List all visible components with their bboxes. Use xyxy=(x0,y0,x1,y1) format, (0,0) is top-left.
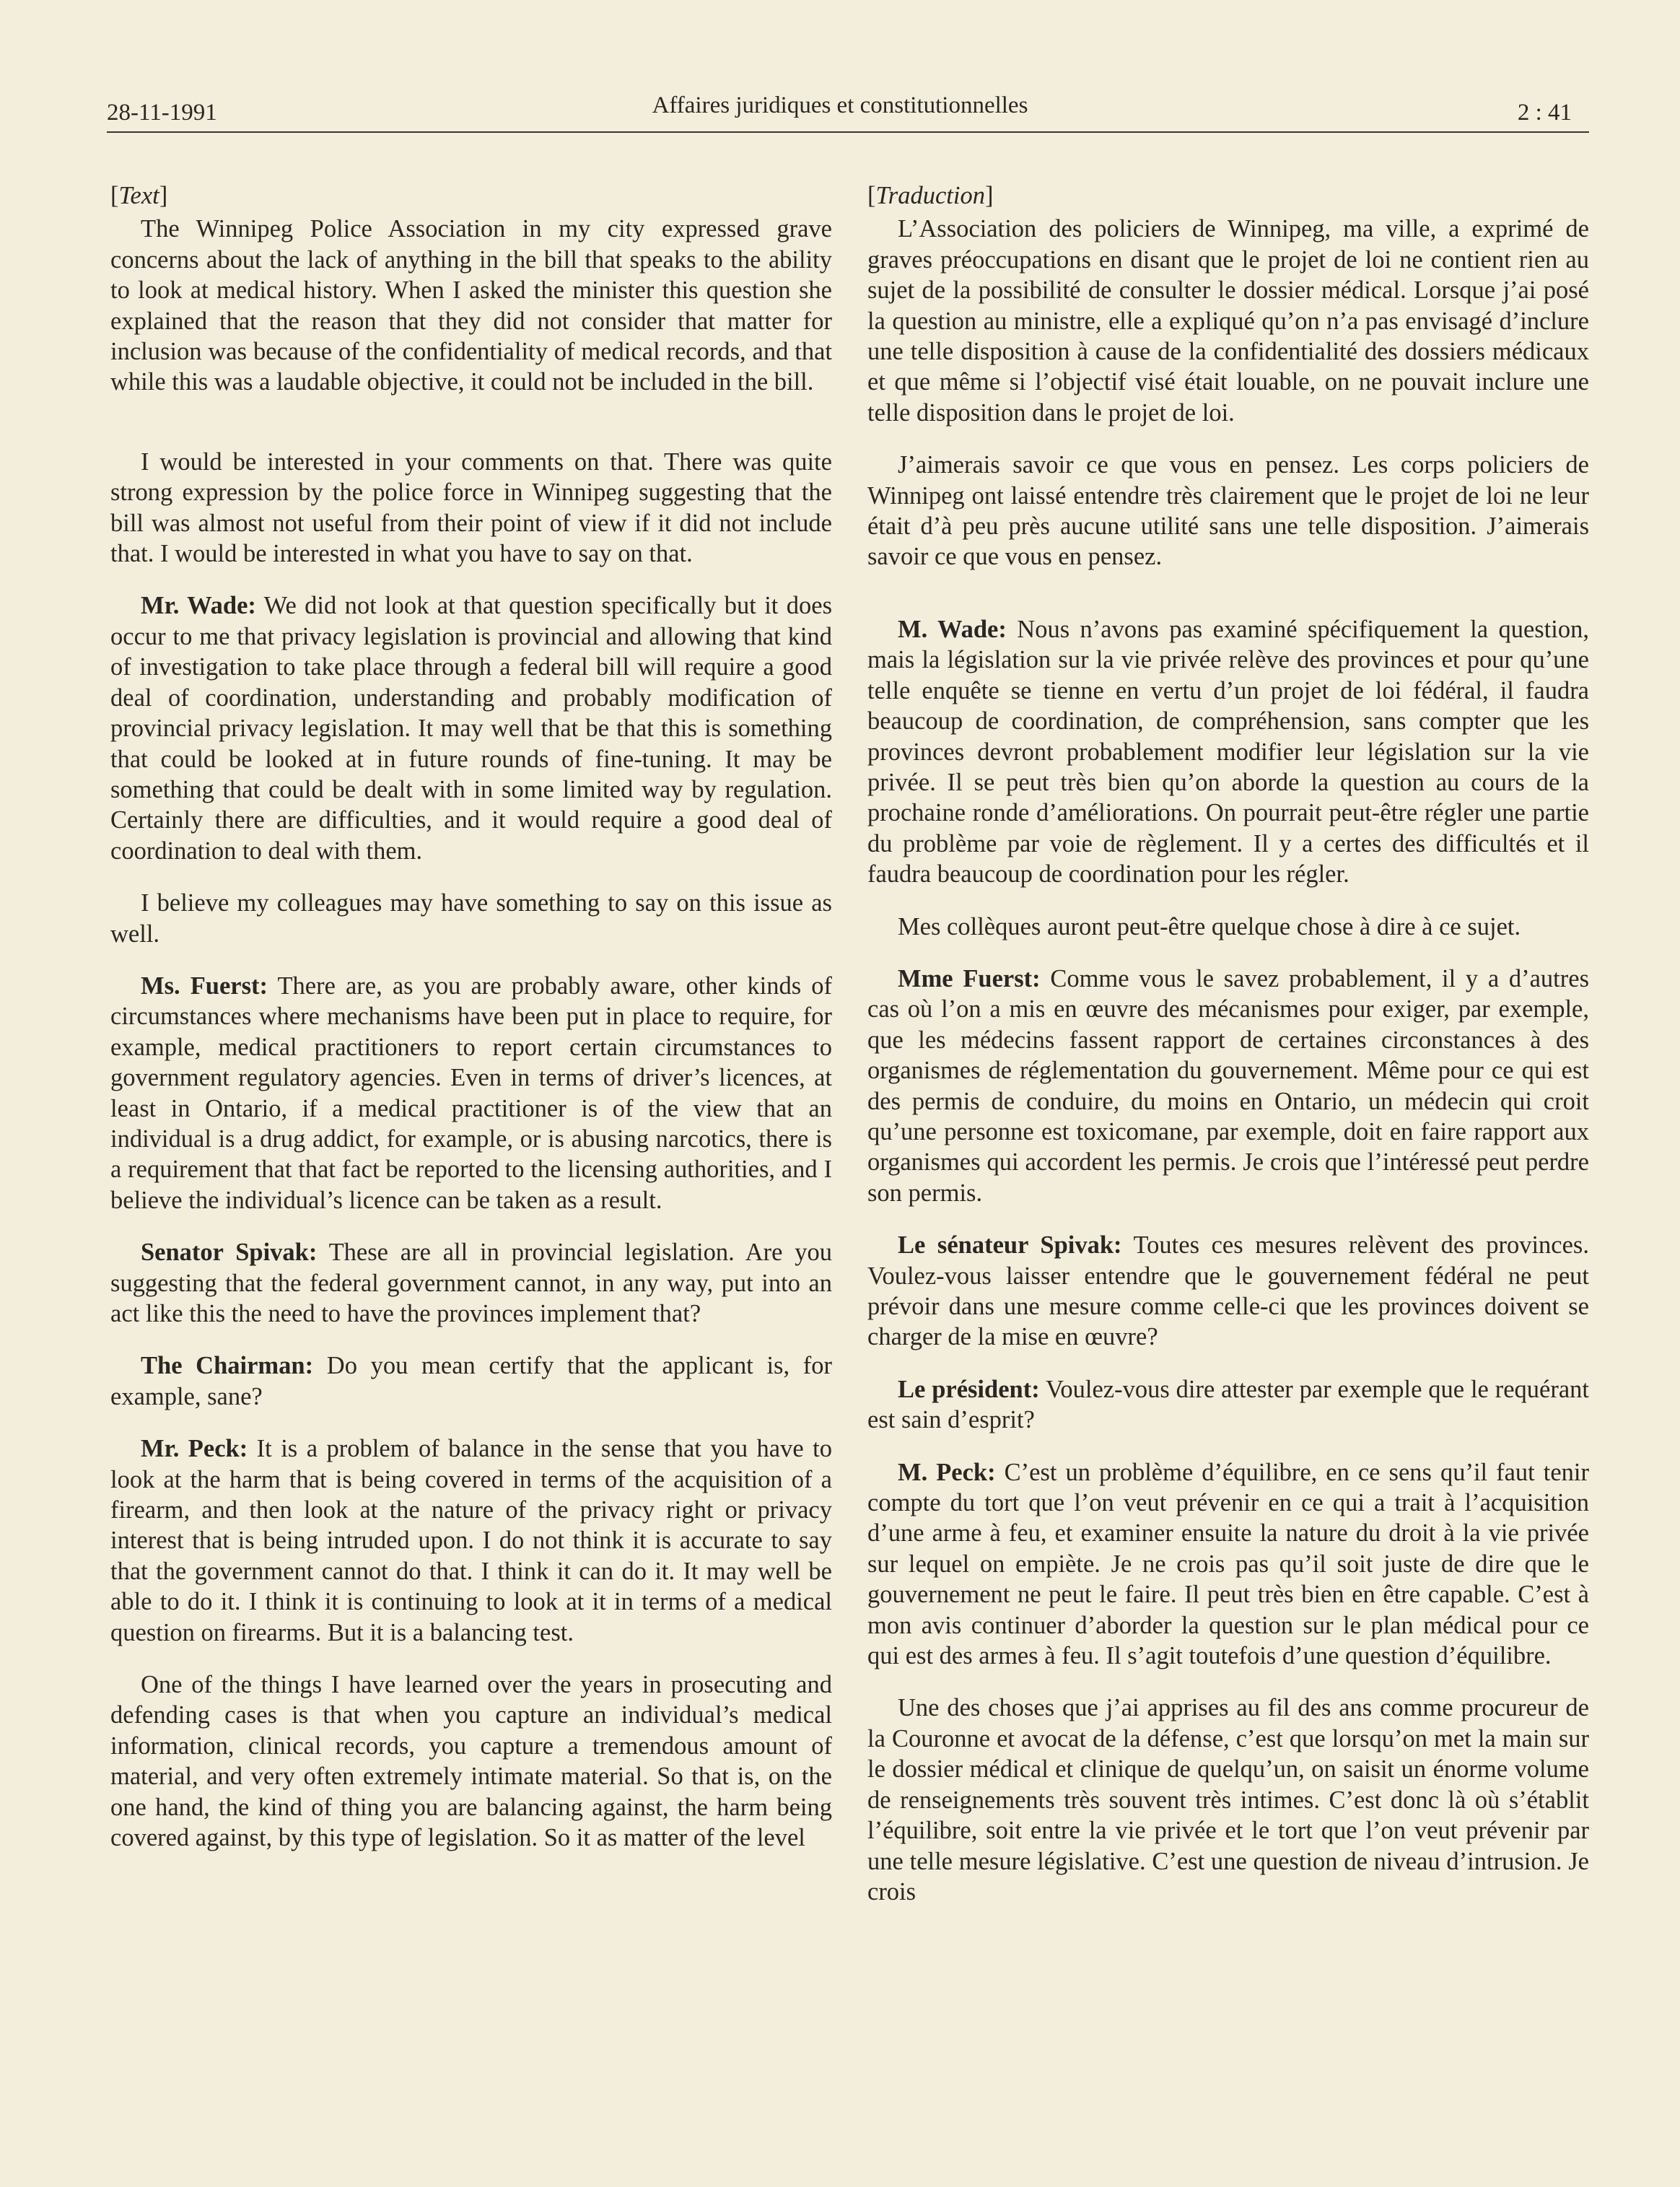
paragraph: I would be interested in your comments on that. There was quite strong expression by the police force in Winnipeg suggesting that the bill was almost not useful from their point of view if it did not include that. I would be interested in what you have to say on that. xyxy=(110,448,832,568)
paragraph: The Winnipeg Police Association in my city expressed grave concerns about the lack of anything in the bill that speaks to the ability to look at medical history. When I asked the minister this question she explained that the reason that they did not consider that matter for inclusion was because of the confidentiality of medical records, and that while this was a laudable objective, it could not be included in the bill. xyxy=(110,215,832,396)
left-column-tag: [Text] xyxy=(110,182,168,209)
paragraph: Le sénateur Spivak: Toutes ces mesures relèvent des provinces. Voulez-vous laisser entendre que le gouvernement fédéral ne peut prévoir dans une mesure comme celle-ci que les provinces doivent se charger de la mise en œuvre? xyxy=(867,1231,1589,1351)
header-title: Affaires juridiques et constitutionnelles xyxy=(652,92,1028,118)
paragraph: Le président: Voulez-vous dire attester par exemple que le requérant est sain d’esprit? xyxy=(867,1375,1589,1434)
paragraph: Senator Spivak: These are all in provincial legislation. Are you suggesting that the federal government cannot, in any way, put into an act like this the need to have the provinces implement that? xyxy=(110,1239,832,1327)
paragraph: J’aimerais savoir ce que vous en pensez. Les corps policiers de Winnipeg ont laissé entendre très clairement que le projet de loi ne leur était d’à peu près aucune utilité sans une telle disposition. J’aimerais savoir ce que vous en pensez. xyxy=(867,451,1589,571)
paragraph: Une des choses que j’ai apprises au fil des ans comme procureur de la Couronne et avocat de la défense, c’est que lorsqu’on met la main sur le dossier médical et clinique de quelqu’un, on saisit un énorme volume de renseignements très souvent très intimes. C’est donc là où s’établit l’équilibre, soit entre la vie privée et le tort que l’on veut prévenir par une telle mesure législative. C’est une question de niveau d’intrusion. Je crois xyxy=(867,1694,1589,1906)
paragraph: Mr. Wade: We did not look at that question specifically but it does occur to me that privacy legislation is provincial and allowing that kind of investigation to take place through a federal bill will require a good deal of coordination, understanding and probably modification of provincial privacy legislation. It may well that be that this is something that could be looked at in future rounds of fine-tuning. It may be something that could be dealt with in some limited way by regulation. Certainly there are difficulties, and it would require a good deal of coordination to deal with them. xyxy=(110,592,832,865)
right-column xyxy=(867,180,1589,1907)
paragraph: I believe my colleagues may have something to say on this issue as well. xyxy=(110,889,832,948)
left-column xyxy=(110,180,832,1854)
paragraph: L’Association des policiers de Winnipeg, ma ville, a exprimé de graves préoccupations en disant que le projet de loi ne contient rien au sujet de la possibilité de consulter le dossier médical. Lorsque j’ai posé la question au ministre, elle a expliqué qu’on n’a pas envisagé d’inclure une telle disposition à cause de la confidentialité des dossiers médicaux et que même si l’objectif visé était louable, on ne pouvait inclure une telle disposition dans le projet de loi. xyxy=(867,215,1589,427)
paragraph: M. Peck: C’est un problème d’équilibre, en ce sens qu’il faut tenir compte du tort que l’on veut prévenir en ce qui a trait à l’acquisition d’une arme à feu, et examiner ensuite la nature du droit à la vie privée sur lequel on empiète. Je ne crois pas qu’il soit juste de dire que le gouvernement ne peut le faire. Il peut très bien en être capable. C’est à mon avis continuer d’aborder la question sur le plan médical pour ce qui est des armes à feu. Il s’agit toutefois d’une question d’équilibre. xyxy=(867,1458,1590,1670)
header-rule xyxy=(107,131,1589,133)
right-column-tag: [Traduction] xyxy=(867,182,994,209)
header-page-number: 2 : 41 xyxy=(1517,100,1572,126)
paragraph: Mes collèques auront peut-être quelque chose à dire à ce sujet. xyxy=(898,912,1521,940)
header-date: 28-11-1991 xyxy=(107,100,217,126)
paragraph: Mr. Peck: It is a problem of balance in the sense that you have to look at the harm that is being covered in terms of the acquisition of a firearm, and then look at the nature of the privacy right or privacy interest that is being intruded upon. I do not think it is accurate to say that the government cannot do that. I think it can do it. It may well be able to do it. I think it is continuing to look at it in terms of a medical question on firearms. But it is a balancing test. xyxy=(110,1435,832,1646)
paragraph: The Chairman: Do you mean certify that the applicant is, for example, sane? xyxy=(110,1352,832,1410)
paragraph: Mme Fuerst: Comme vous le savez probablement, il y a d’autres cas où l’on a mis en œuvre des mécanismes pour exiger, par exemple, que les médecins fassent rapport de certaines circonstances à des organismes de réglementation du gouvernement. Même pour ce qui est des permis de conduire, du moins en Ontario, un médecin qui croit qu’une personne est toxicomane, par exemple, doit en faire rapport aux organismes qui accordent les permis. Je crois que l’intéressé peut perdre son permis. xyxy=(867,964,1590,1207)
paragraph: One of the things I have learned over the years in prosecuting and defending cases is that when you capture an individual’s medical information, clinical records, you capture a tremendous amount of material, and very often extremely intimate material. So that is, on the one hand, the kind of thing you are balancing against, the harm being covered against, by this type of legislation. So it as matter of the level xyxy=(110,1671,832,1852)
paragraph: M. Wade: Nous n’avons pas examiné spécifiquement la question, mais la législation sur la vie privée relève des provinces et pour qu’une telle enquête se tienne en vertu d’un projet de loi fédéral, il faudra beaucoup de coordination, de compréhension, sans compter que les provinces devront probablement modifier leur législation sur la vie privée. Il se peut très bien qu’on aborde la question au cours de la prochaine ronde d’améliorations. On pourrait peut-être régler une partie du problème par voie de règlement. Il y a certes des difficultés et il faudra beaucoup de coordination pour les régler. xyxy=(867,615,1589,889)
paragraph: Ms. Fuerst: There are, as you are probably aware, other kinds of circumstances where mechanisms have been put in place to require, for example, medical practitioners to report certain circumstances to government regulatory agencies. Even in terms of driver’s licences, at least in Ontario, if a medical practitioner is of the view that an individual is a drug addict, for example, or is abusing narcotics, there is a requirement that that fact be reported to the licensing authorities, and I believe the individual’s licence can be taken as a result. xyxy=(110,972,832,1214)
